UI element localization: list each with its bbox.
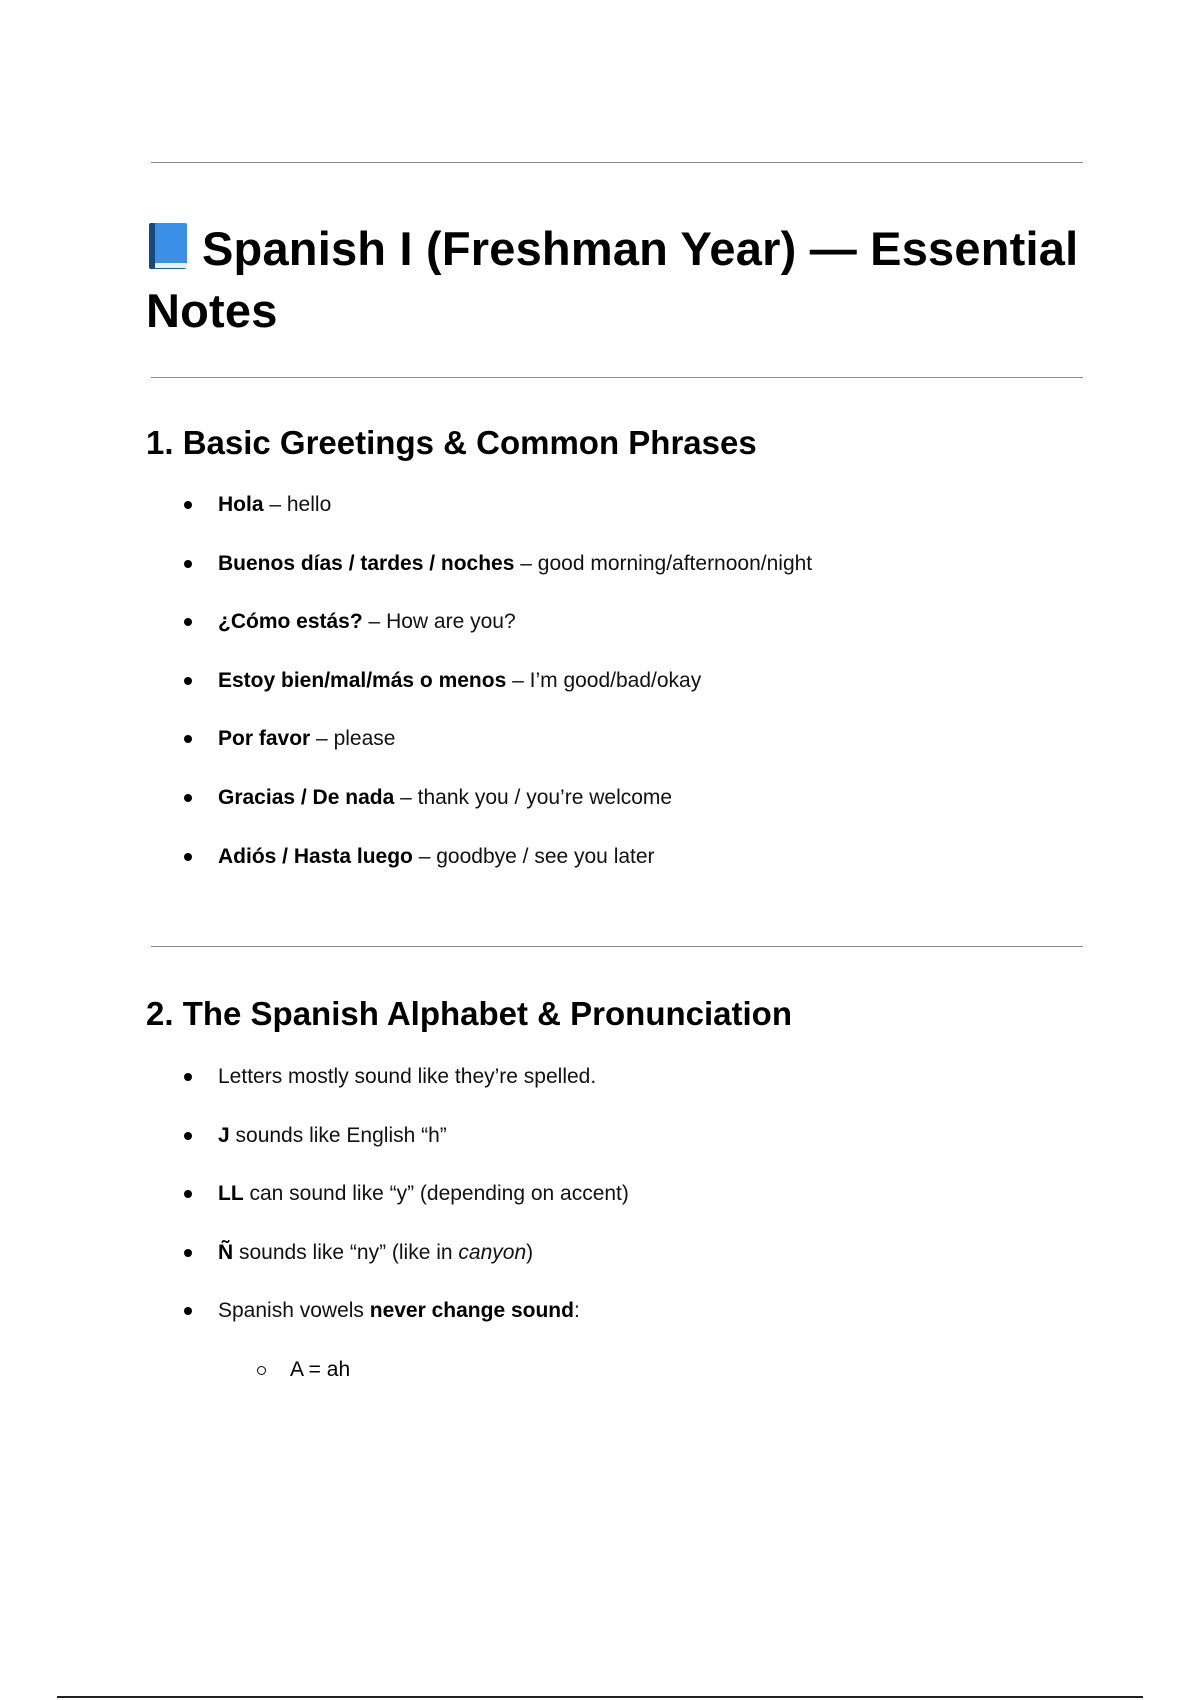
phrase-meaning: good morning/afternoon/night xyxy=(537,551,813,575)
phrase-meaning: goodbye / see you later xyxy=(436,844,655,868)
page-bottom-border xyxy=(57,1696,1143,1698)
item-text-end: ) xyxy=(526,1240,534,1264)
item-text: sounds like English “h” xyxy=(229,1123,447,1147)
phrase-term: Gracias / De nada xyxy=(218,785,395,809)
item-text-end: : xyxy=(573,1299,580,1323)
bullet-icon xyxy=(184,677,192,685)
bullet-icon xyxy=(184,735,192,743)
letter-term: LL xyxy=(218,1182,244,1206)
section-heading-alphabet: 2. The Spanish Alphabet & Pronunciation xyxy=(146,995,792,1032)
vowel-sound: A = ah xyxy=(290,1358,351,1381)
phrase-meaning: hello xyxy=(286,493,332,516)
phrase-term: Hola xyxy=(218,493,264,516)
phrase-term: Por favor xyxy=(218,727,311,751)
separator: – xyxy=(514,551,538,575)
bullet-icon xyxy=(184,560,192,568)
item-text: can sound like “y” (depending on accent) xyxy=(243,1182,629,1206)
horizontal-rule-under-title xyxy=(151,377,1083,378)
separator: – xyxy=(263,493,287,516)
separator: – xyxy=(362,610,387,634)
phrase-term: Adiós / Hasta luego xyxy=(218,844,413,868)
item-text: Spanish vowels xyxy=(218,1299,370,1323)
page-title-text: Spanish I (Freshman Year) — Essential Notes xyxy=(146,222,1079,337)
phrase-term: Estoy bien/mal/más o menos xyxy=(218,668,507,692)
item-text: Letters mostly sound like they’re spelled. xyxy=(218,1065,597,1088)
example-word: canyon xyxy=(458,1240,527,1264)
phrase-meaning: please xyxy=(333,727,396,751)
bullet-icon xyxy=(184,618,192,626)
letter-term: Ñ xyxy=(218,1240,234,1264)
phrase-term: ¿Cómo estás? xyxy=(218,610,363,634)
item-text: sounds like “ny” (like in xyxy=(233,1240,459,1264)
section-heading-greetings: 1. Basic Greetings & Common Phrases xyxy=(146,424,757,461)
phrase-meaning: How are you? xyxy=(386,610,516,634)
emphasis-text: never change sound xyxy=(369,1299,574,1323)
page-title xyxy=(146,218,1096,342)
separator: – xyxy=(310,727,334,751)
bullet-icon xyxy=(184,853,192,861)
bullet-icon xyxy=(184,1132,192,1140)
bullet-icon xyxy=(184,1307,192,1315)
hollow-bullet-icon xyxy=(257,1366,266,1375)
bullet-icon xyxy=(184,794,192,802)
bullet-icon xyxy=(184,1190,192,1198)
phrase-meaning: I’m good/bad/okay xyxy=(529,668,702,692)
bullet-icon xyxy=(184,1249,192,1257)
bullet-icon xyxy=(184,1073,192,1081)
phrase-term: Buenos días / tardes / noches xyxy=(218,551,515,575)
phrase-meaning: thank you / you’re welcome xyxy=(417,785,673,809)
separator: – xyxy=(506,668,530,692)
bullet-icon xyxy=(184,501,192,509)
blue-book-icon xyxy=(146,221,190,271)
letter-term: J xyxy=(218,1123,230,1147)
horizontal-rule-top xyxy=(151,162,1083,163)
separator: – xyxy=(394,785,418,809)
horizontal-rule-section-divider xyxy=(151,946,1083,947)
separator: – xyxy=(412,844,437,868)
